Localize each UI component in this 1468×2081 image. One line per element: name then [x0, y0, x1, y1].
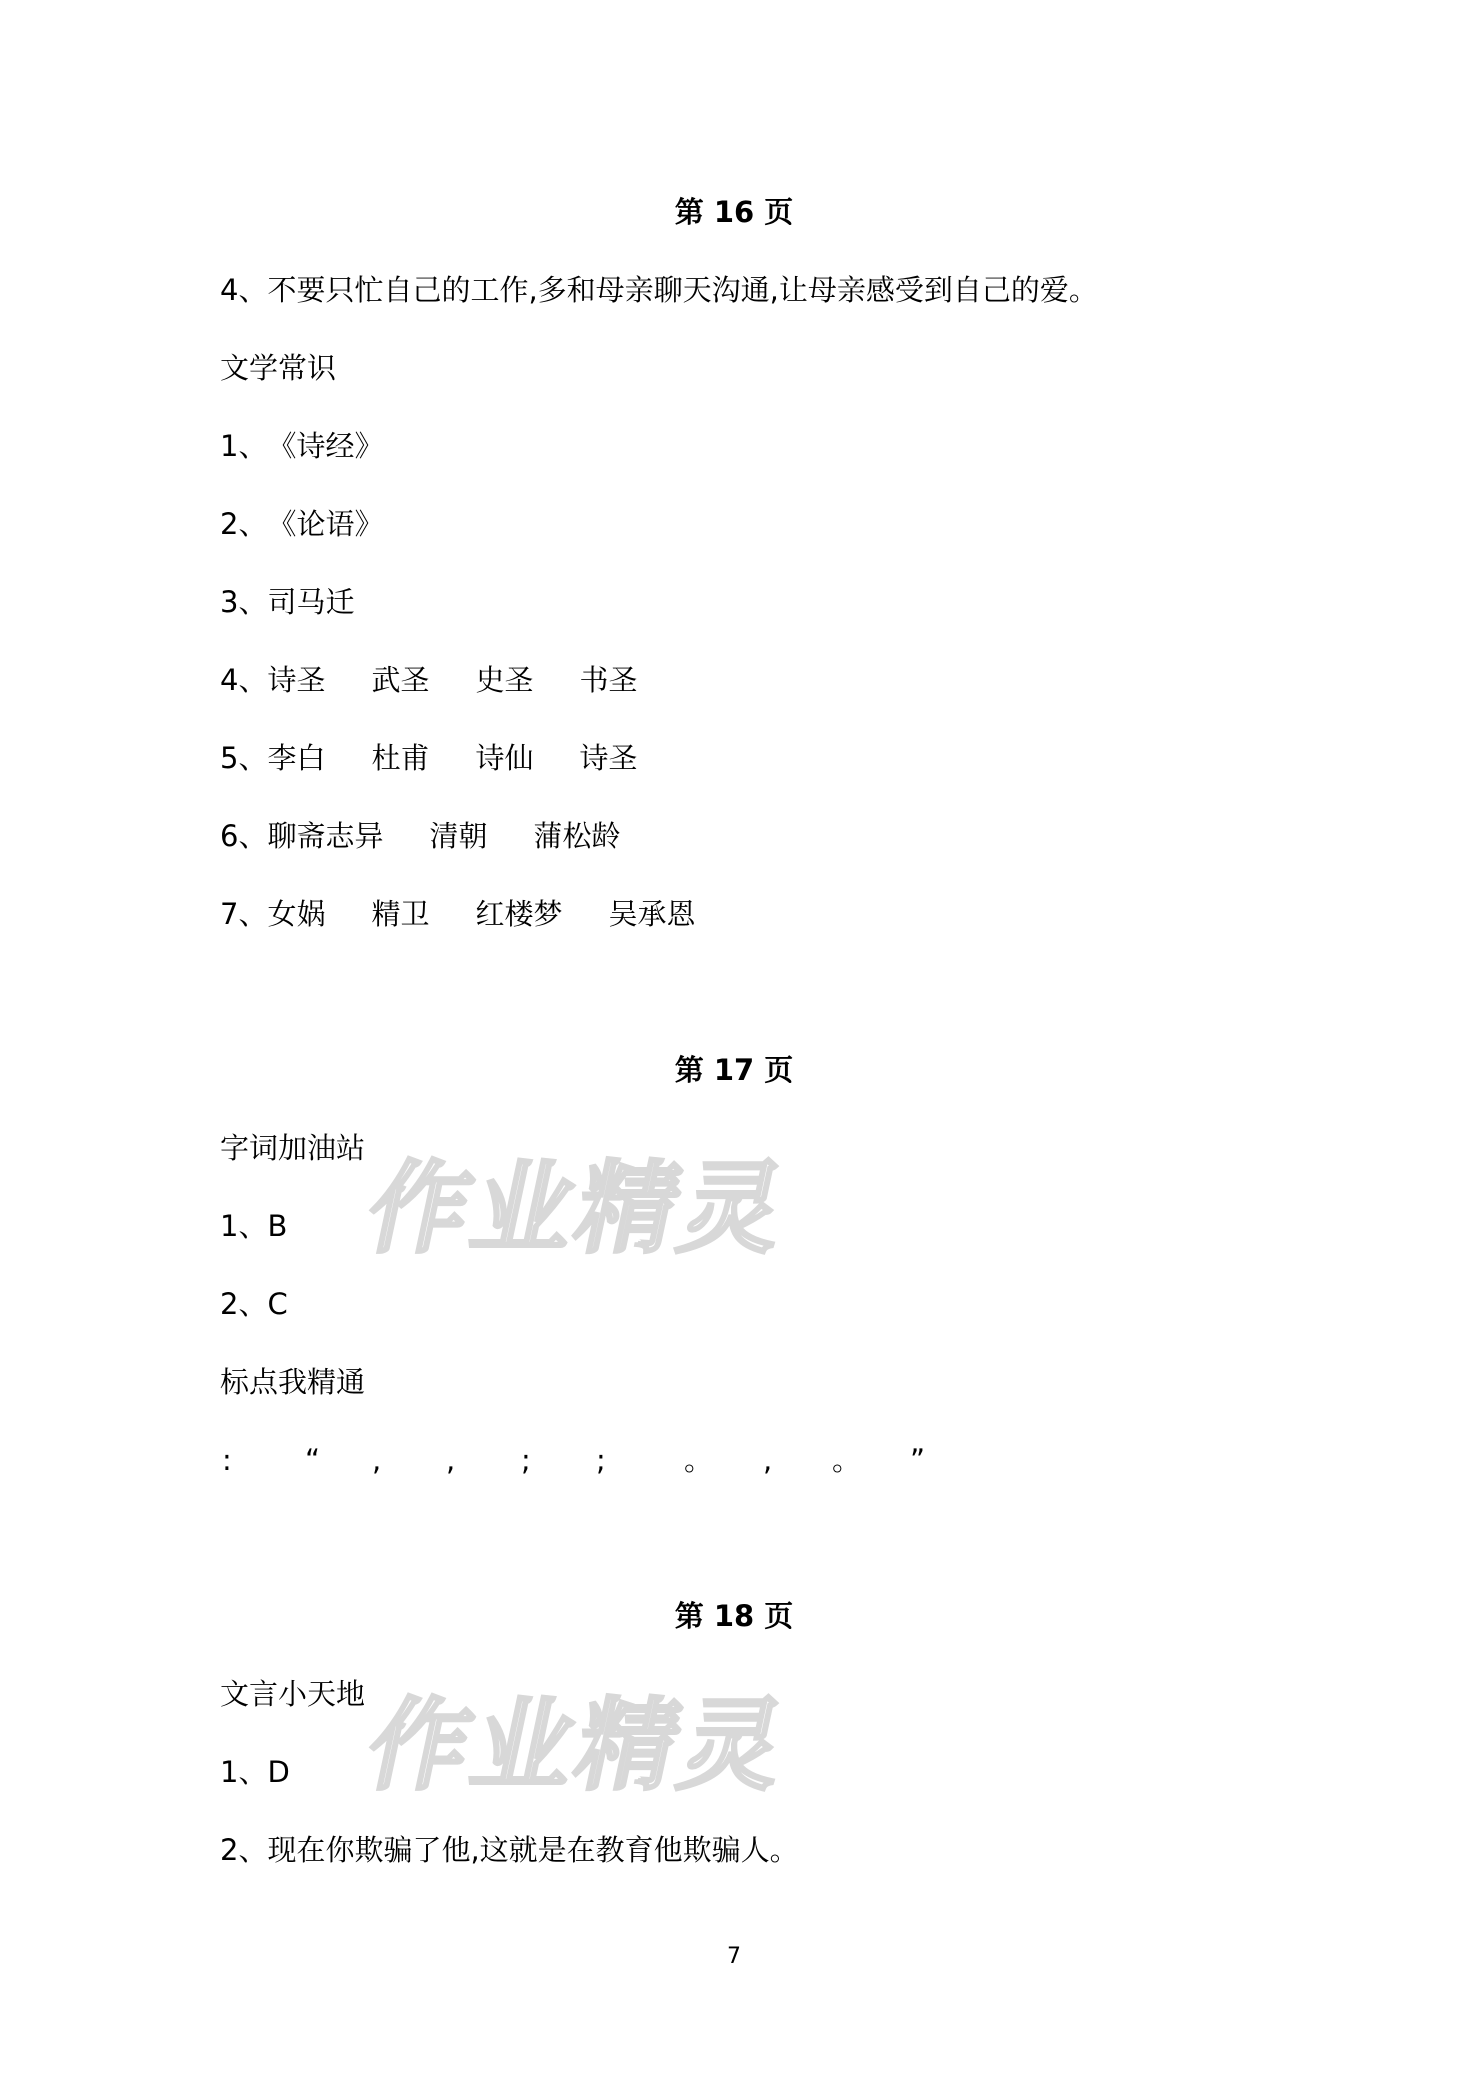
item-number: 4、 [220, 663, 268, 697]
item-number: 6、 [220, 819, 268, 853]
item-number: 5、 [220, 741, 268, 775]
punct-mark: : [222, 1443, 232, 1477]
item-answer: 吴承恩 [608, 897, 696, 931]
watermark: 作业精灵 [357, 1150, 799, 1267]
item-answer: 诗仙 [475, 741, 534, 775]
item-answer: 清朝 [429, 819, 488, 853]
page18-section-title: 文言小天地 [220, 1677, 366, 1711]
punct-mark: 。 [684, 1443, 714, 1477]
punct-mark: “ [305, 1443, 321, 1477]
punct-mark: , [763, 1443, 773, 1477]
page17-section1-title: 字词加油站 [220, 1131, 366, 1165]
item-answer: 书圣 [579, 663, 638, 697]
item-answer: 诗圣 [579, 741, 638, 775]
watermark: 作业精灵 [357, 1687, 799, 1804]
page18-answer2: 2、现在你欺骗了他,这就是在教育他欺骗人。 [220, 1833, 799, 1867]
list-item [220, 582, 354, 622]
list-item [220, 504, 383, 544]
page17-section2-title: 标点我精通 [220, 1365, 366, 1399]
item-number: 7、 [220, 897, 268, 931]
item-answer: 杜甫 [371, 741, 430, 775]
page16-heading: 第 16 页 [674, 195, 794, 229]
item-answer: 精卫 [371, 897, 430, 931]
item-answer: 李白 [267, 741, 326, 775]
list-item [220, 894, 696, 934]
list-item [220, 738, 638, 778]
punct-mark: 。 [832, 1443, 862, 1477]
item-number: 2、 [220, 507, 268, 541]
punct-mark: ; [521, 1443, 531, 1477]
item-answer: 司马迁 [267, 585, 355, 619]
list-item [220, 426, 383, 466]
page-number: 7 [727, 1944, 741, 1969]
item-answer: 红楼梦 [475, 897, 563, 931]
page17-heading: 第 17 页 [674, 1053, 794, 1087]
punct-mark: ; [596, 1443, 606, 1477]
item-answer: 史圣 [475, 663, 534, 697]
item-answer: 蒲松龄 [533, 819, 621, 853]
item-answer: 《诗经》 [267, 429, 384, 463]
list-item [220, 816, 621, 856]
item-number: 3、 [220, 585, 268, 619]
item-answer: 诗圣 [267, 663, 326, 697]
page16-section-title: 文学常识 [220, 351, 337, 385]
page18-heading: 第 18 页 [674, 1599, 794, 1633]
punct-mark: , [446, 1443, 456, 1477]
item-number: 1、 [220, 429, 268, 463]
list-item [220, 660, 638, 700]
page16-answer4: 4、不要只忙自己的工作,多和母亲聊天沟通,让母亲感受到自己的爱。 [220, 273, 1098, 307]
punct-mark: , [372, 1443, 382, 1477]
item-answer: 《论语》 [267, 507, 384, 541]
item-answer: 武圣 [371, 663, 430, 697]
punct-mark: ” [910, 1443, 926, 1477]
item-answer: 女娲 [267, 897, 326, 931]
page17-answer2: 2、C [220, 1287, 288, 1321]
page17-answer1: 1、B [220, 1209, 288, 1243]
page18-answer1: 1、D [220, 1755, 290, 1789]
item-answer: 聊斋志异 [267, 819, 384, 853]
